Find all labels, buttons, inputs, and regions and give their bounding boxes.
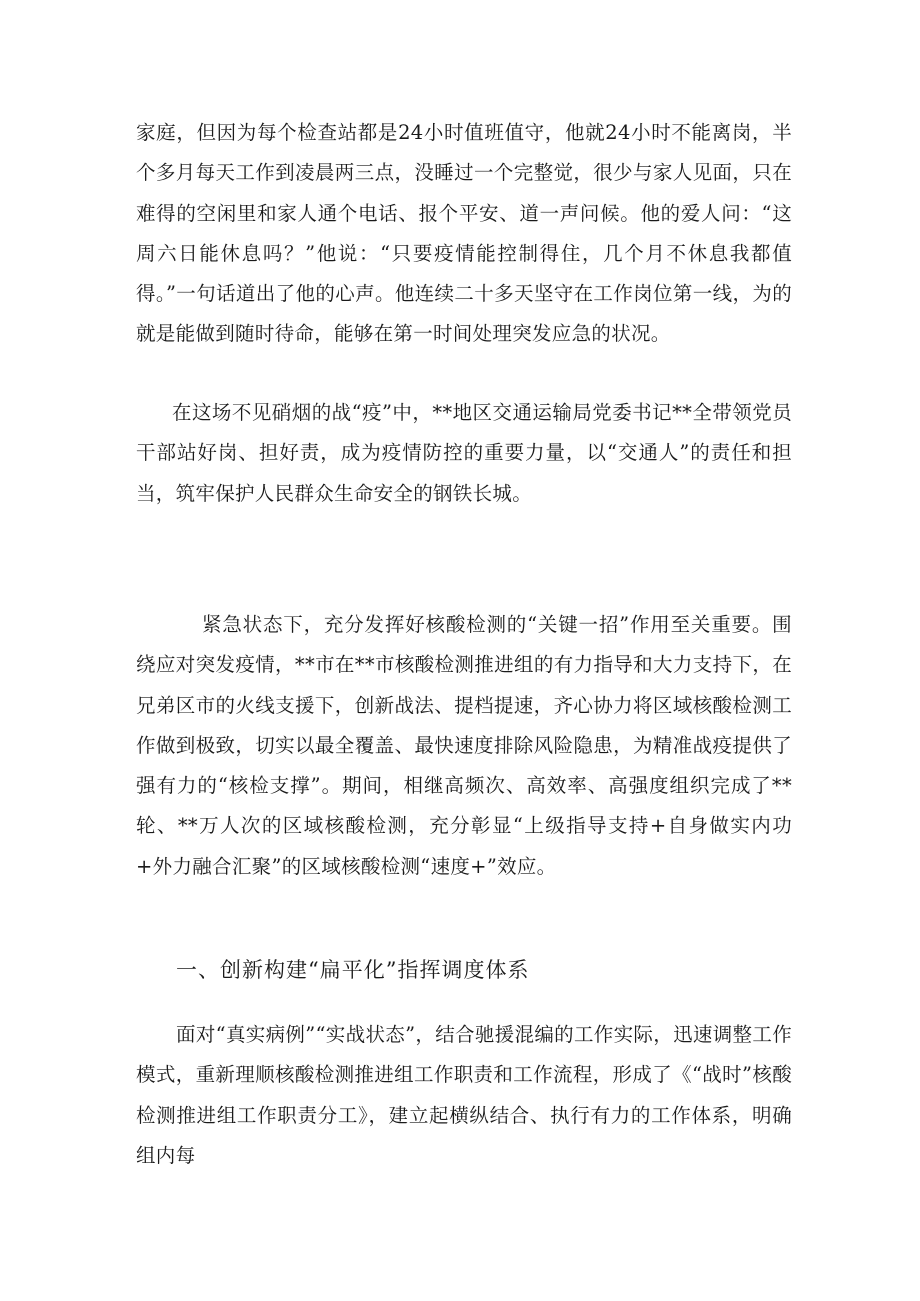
section-heading	[176, 948, 776, 992]
paragraph-transport-bureau	[136, 393, 792, 514]
paragraph-command-system	[136, 1015, 792, 1176]
paragraph-text: 紧急状态下，充分发挥好核酸检测的“关键一招”作用至关重要。围绕应对突发疫情，**市在**市核酸检测推进组的有力指导和大力支持下，在兄弟区市的火线支援下，创新战法、提档提速，齐心协力将区域核酸检测工作做到极致，切实以最全覆盖、最快速度排除风险隐患，为精准战疫提供了强有力的“核检支撑”。期间，相继高频次、高效率、高强度组织完成了**轮、**万人次的区域核酸检测，充分彰显“上级指导支持+自身做实内功+外力融合汇聚”的区域核酸检测“速度+”效应。	[136, 613, 792, 878]
heading-text: 一、创新构建“扁平化”指挥调度体系	[176, 958, 530, 982]
paragraph-nucleic-testing	[136, 605, 792, 887]
paragraph-text: 家庭，但因为每个检查站都是24小时值班值守，他就24小时不能离岗，半个多月每天工作到凌晨两三点，没睡过一个完整觉，很少与家人见面，只在难得的空闲里和家人通个电话、报个平安、道一声问候。他的爱人问：“这周六日能休息吗？”他说：“只要疫情能控制得住，几个月不休息我都值得。”一句话道出了他的心声。他连续二十多天坚守在工作岗位第一线，为的就是能做到随时待命，能够在第一时间处理突发应急的状况。	[136, 121, 792, 346]
paragraph-text: 面对“真实病例”“实战状态”，结合驰援混编的工作实际，迅速调整工作模式，重新理顺核酸检测推进组工作职责和工作流程，形成了《“战时”核酸检测推进组工作职责分工》，建立起横纵结合、执行有力的工作体系，明确组内每	[136, 1023, 792, 1167]
paragraph-family-duty	[136, 113, 792, 355]
paragraph-text: 在这场不见硝烟的战“疫”中，**地区交通运输局党委书记**全带领党员干部站好岗、担好责，成为疫情防控的重要力量，以“交通人”的责任和担当，筑牢保护人民群众生命安全的钢铁长城。	[136, 401, 792, 505]
